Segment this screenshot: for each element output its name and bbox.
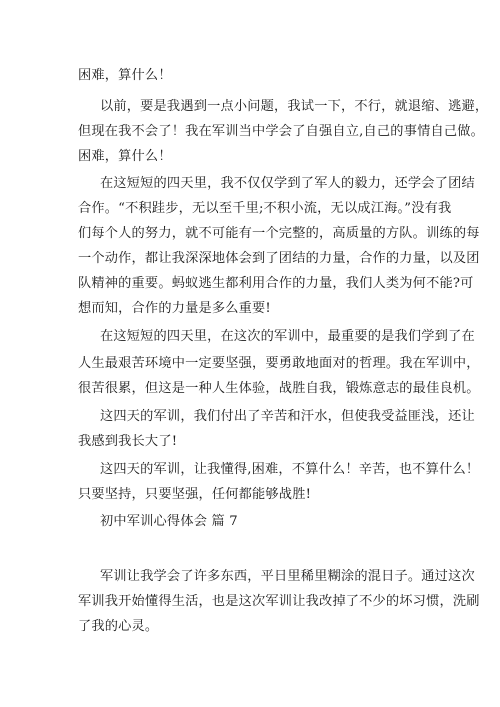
text-line: 想而知，合作的力量是多么重要! — [78, 301, 271, 316]
text-line: 一个动作，都让我深深地体会到了团结的力量，合作的力量，以及团 — [78, 251, 480, 266]
text-line: 们每个人的努力，就不可能有一个完整的，高质量的方队。训练的每 — [78, 226, 480, 241]
text-line: 人生最艰苦环境中一定要坚强，要勇敢地面对的哲理。我在军训中， — [78, 356, 480, 371]
text-line: 这四天的军训，让我懂得,困难，不算什么！辛苦，也不算什么！ — [100, 462, 480, 477]
text-line: 队精神的重要。蚂蚁逃生都利用合作的力量，我们人类为何不能?可 — [78, 276, 474, 291]
text-line: 合作。“不积跬步，无以至千里;不积小流，无以成江海。”没有我 — [78, 201, 452, 216]
text-line: 军训我开始懂得生活，也是这次军训让我改掉了不少的坏习惯，洗刷 — [78, 594, 480, 609]
text-line: 在这短短的四天里，在这次的军训中，最重要的是我们学到了在 — [100, 329, 475, 344]
text-line: 困难，算什么！ — [78, 149, 172, 164]
text-line: 在这短短的四天里，我不仅仅学到了军人的毅力，还学会了团结 — [100, 176, 475, 191]
text-line: 只要坚持，只要坚强，任何都能够战胜! — [78, 487, 312, 502]
text-line: 很苦很累，但这是一种人生体验，战胜自我，锻炼意志的最佳良机。 — [78, 381, 480, 396]
text-line: 军训让我学会了许多东西，平日里稀里糊涂的混日子。通过这次 — [100, 569, 475, 584]
section-heading: 初中军训心得体会 篇 7 — [100, 514, 238, 529]
text-line: 困难，算什么！ — [78, 68, 172, 83]
text-line: 这四天的军训，我们付出了辛苦和汗水，但使我受益匪浅，还让 — [100, 409, 475, 424]
text-line: 了我的心灵。 — [78, 619, 159, 634]
text-line: 以前，要是我遇到一点小问题，我试一下，不行，就退缩、逃避， — [100, 99, 489, 114]
text-line: 但现在我不会了！我在军训当中学会了自强自立,自己的事情自己做。 — [78, 124, 485, 139]
text-line: 我感到我长大了! — [78, 434, 178, 449]
